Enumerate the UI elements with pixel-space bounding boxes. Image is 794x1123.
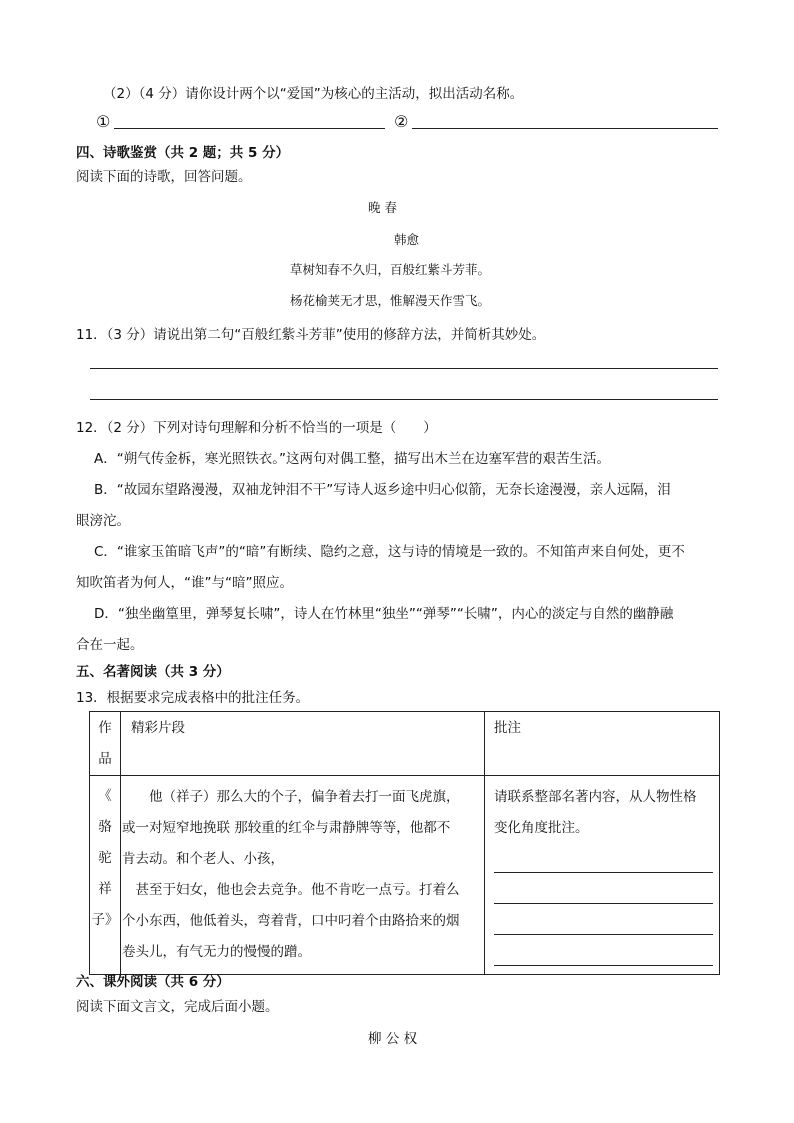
note-answer-line[interactable] <box>494 943 713 966</box>
q11-prompt: 11．（3 分）请说出第二句“百般红紫斗芳菲”使用的修辞方法，并简析其妙处。 <box>76 327 546 343</box>
section6-instruction: 阅读下面文言文，完成后面小题。 <box>76 999 279 1015</box>
work-title-char: 《 <box>98 788 112 804</box>
work-title-char: 祥 <box>98 881 112 897</box>
blank2-marker: ② <box>394 112 409 131</box>
note-instruction-line: 变化角度批注。 <box>494 820 589 836</box>
work-title-cell <box>90 776 121 975</box>
q11-answer-line-2[interactable] <box>90 399 718 400</box>
excerpt-line: 甚至于妇女，他也会去竞争。他不肯吃一点亏。打着么 <box>122 882 460 898</box>
header-note-cell <box>485 712 720 776</box>
poem-author: 韩愈 <box>394 232 420 247</box>
note-cell <box>485 776 720 975</box>
header-note: 批注 <box>494 720 521 736</box>
header-work-char: 品 <box>98 751 112 767</box>
q12-option-d-line2: 合在一起。 <box>76 637 144 653</box>
header-excerpt-cell <box>121 712 485 776</box>
annotation-table <box>89 711 720 975</box>
section5-heading: 五、名著阅读（共 3 分） <box>76 664 230 680</box>
excerpt-line: 卷头儿，有气无力的慢慢的蹭。 <box>122 944 311 960</box>
note-answer-line[interactable] <box>494 850 713 873</box>
answer-blank-2[interactable] <box>412 128 718 129</box>
q11-answer-line-1[interactable] <box>90 368 718 369</box>
q12-option-d-line1: D．“独坐幽篁里，弹琴复长啸”，诗人在竹林里“独坐”“弹琴”“长啸”，内心的淡定与自然的幽静融 <box>94 606 674 622</box>
passage-title: 柳 公 权 <box>368 1031 418 1047</box>
q12-prompt: 12．（2 分）下列对诗句理解和分析不恰当的一项是（ ） <box>76 420 437 436</box>
answer-blank-1[interactable] <box>114 128 385 129</box>
section4-heading: 四、诗歌鉴赏（共 2 题；共 5 分） <box>76 145 290 161</box>
excerpt-cell <box>121 776 485 975</box>
section4-instruction: 阅读下面的诗歌，回答问题。 <box>76 169 252 185</box>
excerpt-line: 或一对短窄地挽联 那较重的红伞与肃静牌等等，他都不 <box>122 820 451 836</box>
excerpt-line: 他（祥子）那么大的个子，偏争着去打一面飞虎旗， <box>122 789 460 805</box>
q12-option-b-line1: B．“故园东望路漫漫，双袖龙钟泪不干”写诗人返乡途中归心似箭，无奈长途漫漫，亲人远隔，泪 <box>94 482 671 498</box>
note-instruction-line: 请联系整部名著内容，从人物性格 <box>494 789 697 805</box>
work-title-char: 子》 <box>91 912 119 928</box>
note-answer-line[interactable] <box>494 912 713 935</box>
section6-heading: 六、课外阅读（共 6 分） <box>76 974 230 990</box>
work-title-char: 驼 <box>98 850 112 866</box>
poem-line-1: 草树知春不久归，百般红紫斗芳菲。 <box>290 262 491 277</box>
q12-option-c-line1: C．“谁家玉笛暗飞声”的“暗”有断续、隐约之意，这与诗的情境是一致的。不知笛声来自何处，更不 <box>94 544 685 560</box>
excerpt-line: 肯去动。和个老人、小孩， <box>122 851 284 867</box>
blank1-marker: ① <box>96 112 111 131</box>
work-title-char: 骆 <box>98 819 112 835</box>
header-work-char: 作 <box>98 720 112 736</box>
poem-line-2: 杨花榆荚无才思，惟解漫天作雪飞。 <box>290 293 491 308</box>
excerpt-line: 个小东西，他低着头，弯着背，口中叼着个由路拾来的烟 <box>122 913 460 929</box>
q12-option-b-line2: 眼滂沱。 <box>76 513 130 529</box>
q2-prompt: （2）（4 分）请你设计两个以“爱国”为核心的主活动，拟出活动名称。 <box>103 86 524 102</box>
header-excerpt: 精彩片段 <box>131 720 185 736</box>
q13-prompt: 13．根据要求完成表格中的批注任务。 <box>76 690 310 706</box>
poem-title: 晚 春 <box>368 200 397 215</box>
note-answer-line[interactable] <box>494 881 713 904</box>
q12-option-c-line2: 知吹笛者为何人，“谁”与“暗”照应。 <box>76 575 293 591</box>
q12-option-a: A．“朔气传金柝，寒光照铁衣。”这两句对偶工整，描写出木兰在边塞军营的艰苦生活。 <box>94 451 610 467</box>
header-work-cell <box>90 712 121 776</box>
